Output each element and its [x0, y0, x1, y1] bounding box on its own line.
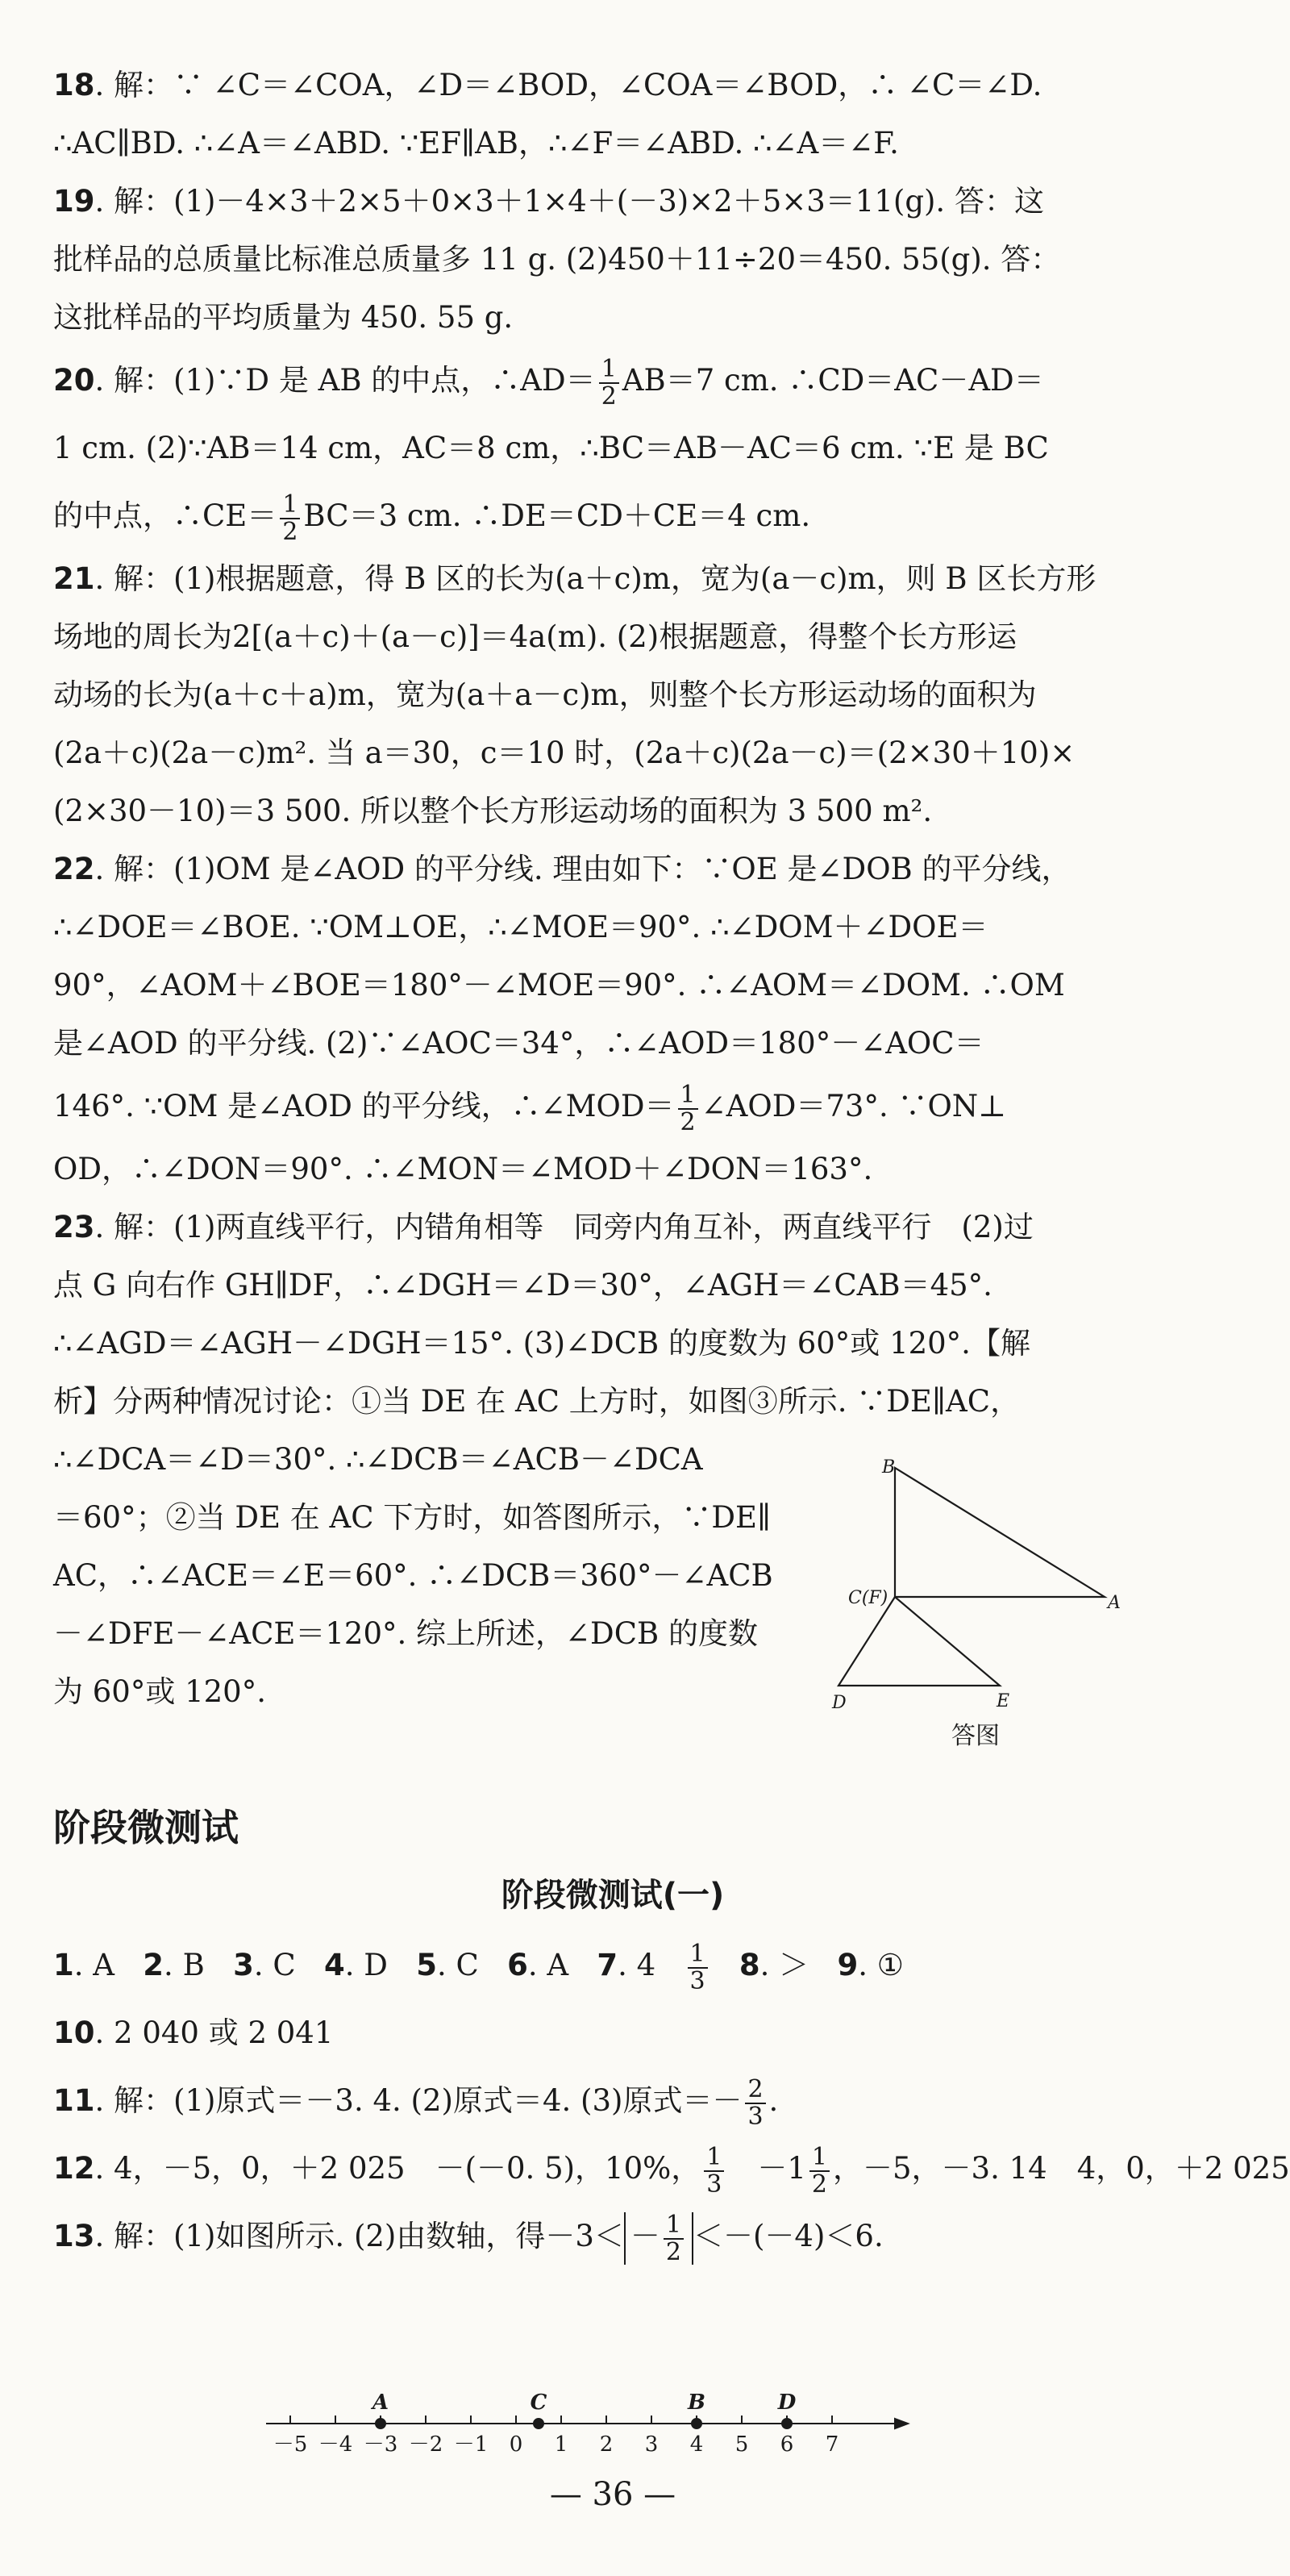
fraction: $\frac{2}{3}$	[745, 2077, 765, 2129]
question-number: 22	[53, 852, 95, 886]
text-line: 为 60°或 120°.	[53, 1674, 266, 1709]
text-line: ＝60°；②当 DE 在 AC 下方时，如答图所示，∵DE∥	[53, 1500, 772, 1535]
question-18	[53, 56, 1174, 173]
label-cf: C(F)	[848, 1588, 888, 1608]
figure-caption: 答图	[951, 1722, 1000, 1750]
text-line: . 解：(1)根据题意，得 B 区的长为(a＋c)m，宽为(a－c)m，则 B 区长方形	[94, 561, 1096, 596]
text-line: 批样品的总质量比标准总质量多 11 g. (2)450＋11÷20＝450. 55(g). 答：	[53, 242, 1061, 277]
question-number: 23	[53, 1210, 95, 1244]
question-21	[53, 550, 1174, 840]
tick-label: 1	[554, 2432, 568, 2457]
fraction: $\frac{1}{3}$	[688, 1941, 708, 1994]
point-marker	[534, 2419, 543, 2428]
answers-block	[53, 1932, 1290, 2270]
answer-item: 1. A	[53, 1948, 114, 1982]
triangle-figure	[814, 1452, 1153, 1766]
tick-label: 6	[780, 2432, 794, 2457]
question-22	[53, 840, 1174, 1198]
label-d: D	[832, 1693, 847, 1713]
text-line: ∴∠DCA＝∠D＝30°. ∴∠DCB＝∠ACB－∠DCA	[53, 1442, 703, 1477]
tick-label: 0	[509, 2432, 523, 2457]
answer-row-13: 13. 解：(1)如图所示. (2)由数轴，得－3＜ － $\frac{1}{2}$ ＜－(－4)＜6.	[53, 2211, 884, 2266]
answer-item: 8. ＞	[739, 1948, 809, 1982]
text-line: . 解：(1)－4×3＋2×5＋0×3＋1×4＋(－3)×2＋5×3＝11(g). 答：这	[94, 184, 1044, 219]
point-label: D	[777, 2391, 797, 2415]
tick-label: 3	[644, 2432, 659, 2457]
fraction: $\frac{1}{2}$	[809, 2145, 830, 2197]
text-segment: AB＝7 cm. ∴CD＝AC－AD＝	[622, 363, 1044, 398]
answer-item: 6. A	[507, 1948, 569, 1982]
tick-label: －1	[453, 2432, 489, 2457]
text-segment: 146°. ∵OM 是∠AOD 的平分线，∴∠MOD＝	[53, 1089, 675, 1123]
question-number: 19	[53, 184, 95, 219]
text-line: 析】分两种情况讨论：①当 DE 在 AC 上方时，如图③所示. ∵DE∥AC，	[53, 1384, 1021, 1419]
tick-label: 5	[734, 2432, 749, 2457]
text-line: 这批样品的平均质量为 450. 55 g.	[53, 300, 514, 335]
tick-label: －2	[408, 2432, 443, 2457]
question-19	[53, 173, 1174, 347]
answer-item: 2. B	[143, 1948, 205, 1982]
text-line: －∠DFE－∠ACE＝120°. 综上所述，∠DCB 的度数	[53, 1616, 758, 1651]
text-segment: 的中点，∴CE＝	[53, 498, 277, 533]
point-label: A	[372, 2391, 389, 2415]
fraction: $\frac{1}{2}$	[599, 356, 619, 409]
tick-label: －4	[318, 2432, 353, 2457]
text-line: OD，∴∠DON＝90°. ∴∠MON＝∠MOD＋∠DON＝163°.	[53, 1152, 873, 1186]
page-number: — 36 —	[549, 2476, 676, 2513]
answer-row-12: 12. 4，－5，0，＋2 025 －(－0. 5)，10%， $\frac{1}{3}$ －1 $\frac{1}{2}$ ，－5，－3. 14 4，0，＋2 025	[53, 2143, 1290, 2199]
point-label: B	[688, 2391, 705, 2415]
question-number: 21	[53, 561, 95, 596]
text-line: 场地的周长为2[(a＋c)＋(a－c)]＝4a(m). (2)根据题意，得整个长方形运	[53, 619, 1017, 654]
tick-label: －5	[273, 2432, 308, 2457]
text-line: ∴AC∥BD. ∴∠A＝∠ABD. ∵EF∥AB，∴∠F＝∠ABD. ∴∠A＝∠F.	[53, 126, 899, 160]
section-title: 阶段微测试	[53, 1806, 239, 1849]
text-line: ∴∠DOE＝∠BOE. ∵OM⊥OE，∴∠MOE＝90°. ∴∠DOM＋∠DOE＝	[53, 910, 988, 944]
point-marker	[782, 2419, 792, 2428]
fraction: $\frac{1}{2}$	[678, 1082, 698, 1135]
text-line: ∴∠AGD＝∠AGH－∠DGH＝15°. (3)∠DCB 的度数为 60°或 120°.【解	[53, 1326, 1030, 1361]
answer-item: 5. C	[416, 1948, 479, 1982]
tick-label: 7	[825, 2432, 839, 2457]
question-number: 20	[53, 363, 95, 398]
text-line: . 解：(1)OM 是∠AOD 的平分线. 理由如下：∵OE 是∠DOB 的平分线，	[94, 852, 1072, 886]
fraction: $\frac{1}{2}$	[280, 492, 300, 544]
absolute-value: － $\frac{1}{2}$	[624, 2212, 693, 2265]
text-line: 动场的长为(a＋c＋a)m，宽为(a＋a－c)m，则整个长方形运动场的面积为	[53, 677, 1037, 712]
text-line: (2a＋c)(2a－c)m². 当 a＝30，c＝10 时，(2a＋c)(2a－c)＝(2×30＋10)×	[53, 736, 1076, 770]
triangle-abc	[895, 1468, 1105, 1597]
tick-label: 2	[599, 2432, 614, 2457]
answer-item: 7. 4	[597, 1948, 656, 1982]
text-line: AC，∴∠ACE＝∠E＝60°. ∴∠DCB＝360°－∠ACB	[53, 1558, 773, 1593]
tick-label: 4	[689, 2432, 704, 2457]
point-marker	[376, 2419, 385, 2428]
text-line: 90°，∠AOM＋∠BOE＝180°－∠MOE＝90°. ∴∠AOM＝∠DOM. ∴OM	[53, 968, 1065, 1002]
text-segment: ∠AOD＝73°. ∵ON⊥	[701, 1089, 1006, 1123]
label-b: B	[882, 1457, 896, 1478]
question-20	[53, 347, 1174, 550]
fraction: $\frac{1}{3}$	[704, 2145, 724, 2197]
question-number: 18	[53, 68, 95, 102]
text-line: 是∠AOD 的平分线. (2)∵∠AOC＝34°，∴∠AOD＝180°－∠AOC＝	[53, 1026, 984, 1061]
text-line: . 解：(1)两直线平行，内错角相等 同旁内角互补，两直线平行 (2)过	[94, 1210, 1034, 1244]
text-line: 1 cm. (2)∵AB＝14 cm，AC＝8 cm，∴BC＝AB－AC＝6 cm. ∵E 是 BC	[53, 431, 1049, 465]
text-line: . 解：∵ ∠C＝∠COA，∠D＝∠BOD，∠COA＝∠BOD，∴ ∠C＝∠D.	[94, 68, 1042, 102]
tick-label: －3	[363, 2432, 398, 2457]
point-marker	[692, 2419, 701, 2428]
answer-row-10: 10. 2 040 或 2 041	[53, 2015, 334, 2050]
text-line: 点 G 向右作 GH∥DF，∴∠DGH＝∠D＝30°，∠AGH＝∠CAB＝45°.	[53, 1268, 992, 1303]
answer-item: 9. ①	[837, 1948, 904, 1982]
point-label: C	[530, 2391, 547, 2415]
answer-item: 3. C	[233, 1948, 296, 1982]
fraction: $\frac{1}{2}$	[664, 2212, 684, 2265]
sub-title: 阶段微测试(一)	[501, 1877, 725, 1914]
answer-row-11: 11. 解：(1)原式＝－3. 4. (2)原式＝4. (3)原式＝－ $\frac{2}{3}$ .	[53, 2075, 779, 2131]
axis-arrow	[895, 2419, 908, 2428]
text-line: (2×30－10)＝3 500. 所以整个长方形运动场的面积为 3 500 m².	[53, 794, 933, 828]
label-e: E	[997, 1691, 1010, 1711]
number-line	[258, 2367, 919, 2464]
text-segment: BC＝3 cm. ∴DE＝CD＋CE＝4 cm.	[303, 498, 811, 533]
triangle-cde	[838, 1597, 1000, 1686]
answer-item: 4. D	[323, 1948, 388, 1982]
answer-row-1	[53, 1932, 1174, 1999]
label-a: A	[1108, 1593, 1121, 1613]
text-segment: . 解：(1)∵D 是 AB 的中点，∴AD＝	[94, 363, 596, 398]
